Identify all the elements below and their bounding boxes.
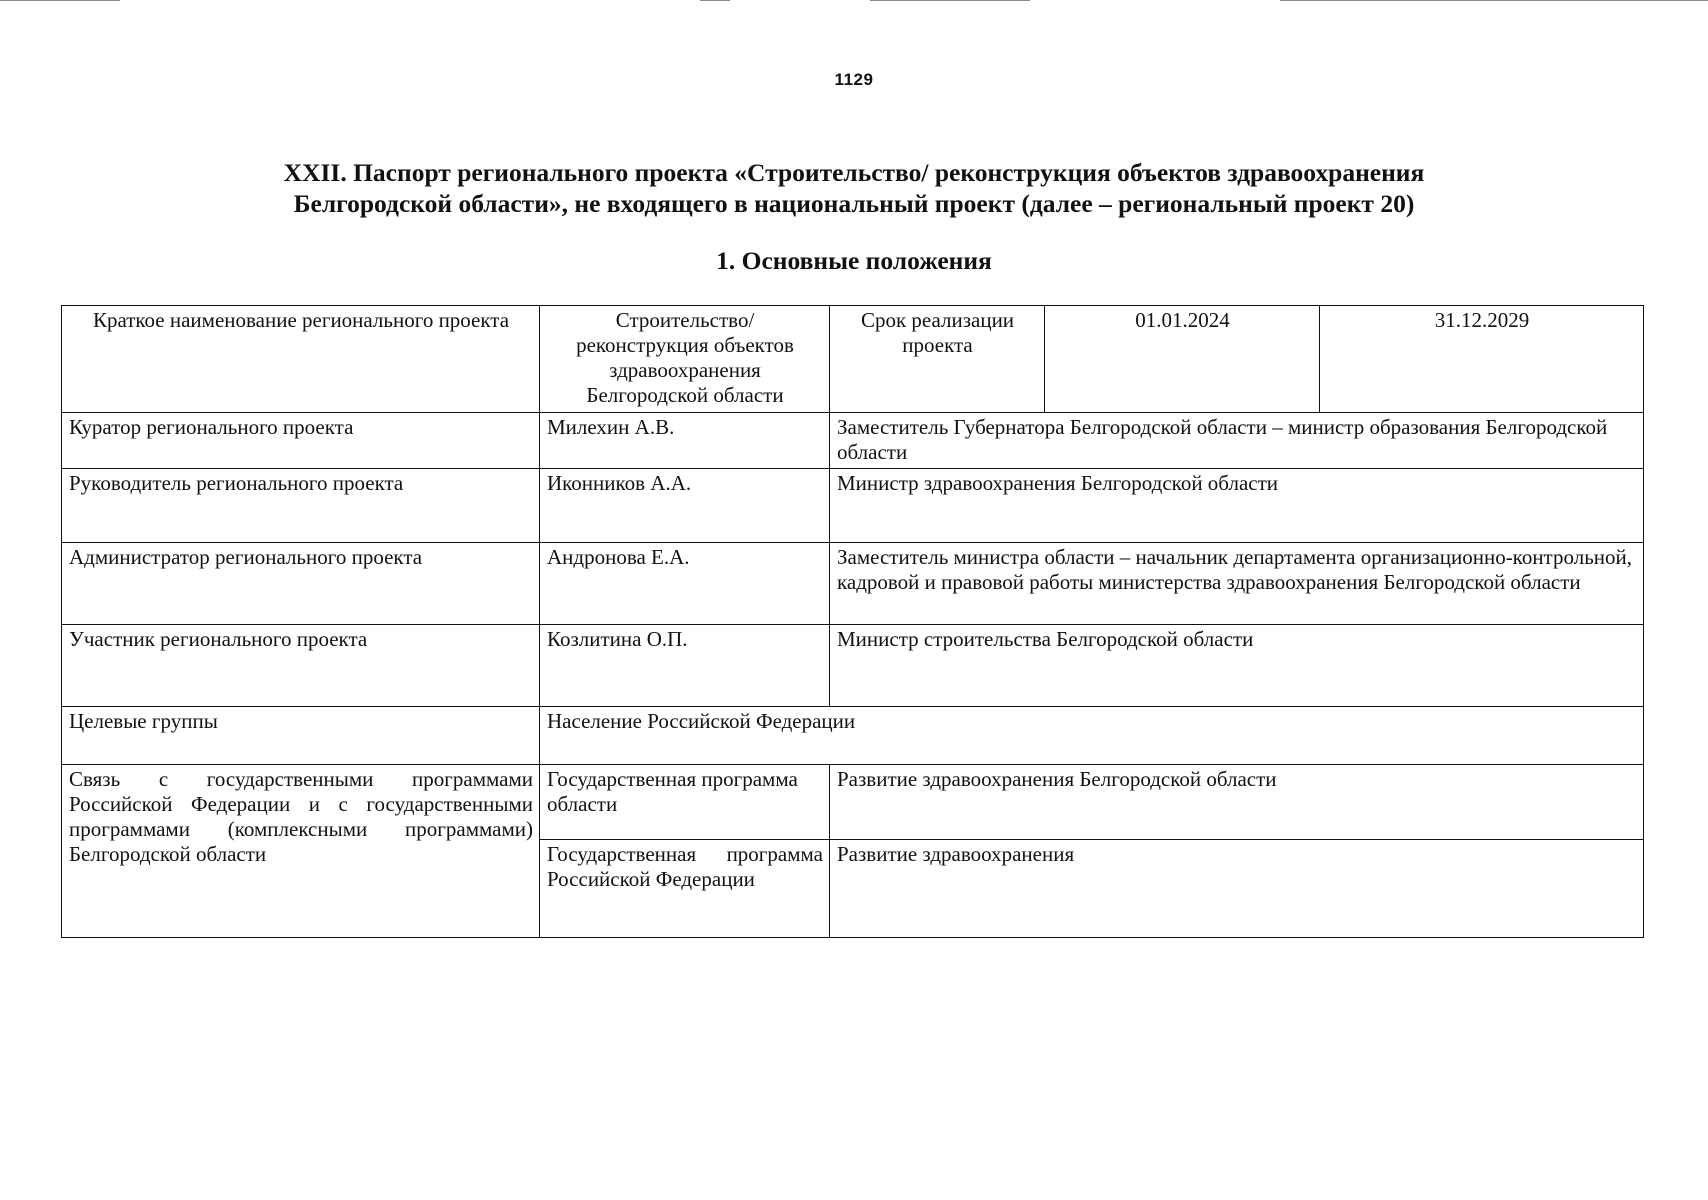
table-row	[62, 543, 1644, 625]
federal-program-label: Государственная программа Российской Федерации	[540, 840, 830, 938]
short-name-label: Краткое наименование регионального проекта	[62, 306, 540, 413]
document-title	[150, 157, 1558, 219]
federal-program-value: Развитие здравоохранения	[830, 840, 1644, 938]
title-line-1: XXII. Паспорт регионального проекта «Строительство/ реконструкция объектов здравоохранения	[283, 158, 1425, 187]
target-groups-value: Население Российской Федерации	[540, 707, 1644, 765]
scan-edge-line	[700, 0, 730, 1]
participant-position: Министр строительства Белгородской области	[830, 625, 1644, 707]
period-start: 01.01.2024	[1045, 306, 1320, 413]
period-end: 31.12.2029	[1320, 306, 1644, 413]
participant-name: Козлитина О.П.	[540, 625, 830, 707]
regional-program-value: Развитие здравоохранения Белгородской области	[830, 765, 1644, 840]
short-name-value: Строительство/ реконструкция объектов здравоохранения Белгородской области	[540, 306, 830, 413]
curator-name: Милехин А.В.	[540, 413, 830, 469]
curator-position: Заместитель Губернатора Белгородской области – министр образования Белгородской области	[830, 413, 1644, 469]
table-row	[62, 306, 1644, 413]
regional-program-label: Государственная программа области	[540, 765, 830, 840]
head-name: Иконников А.А.	[540, 469, 830, 543]
table-row	[62, 413, 1644, 469]
participant-label: Участник регионального проекта	[62, 625, 540, 707]
table-row	[62, 625, 1644, 707]
table-row	[62, 765, 1644, 840]
head-label: Руководитель регионального проекта	[62, 469, 540, 543]
page-number: 1129	[834, 70, 874, 89]
period-label: Срок реализации проекта	[830, 306, 1045, 413]
scan-edge-line	[0, 0, 120, 1]
admin-position: Заместитель министра области – начальник департамента организационно-контрольной, кадровой и правовой работы министерства здравоохранения Белгородской области	[830, 543, 1644, 625]
target-groups-label: Целевые группы	[62, 707, 540, 765]
head-position: Министр здравоохранения Белгородской области	[830, 469, 1644, 543]
admin-name: Андронова Е.А.	[540, 543, 830, 625]
scan-edge-line	[1280, 0, 1708, 1]
table-row	[62, 469, 1644, 543]
scan-edge-line	[870, 0, 1030, 1]
admin-label: Администратор регионального проекта	[62, 543, 540, 625]
program-link-label: Связь с государственными программами Российской Федерации и с государственными программами (комплексными программами) Белгородской области	[62, 765, 540, 938]
table-row	[62, 707, 1644, 765]
section-heading: 1. Основные положения	[716, 246, 992, 275]
curator-label: Куратор регионального проекта	[62, 413, 540, 469]
project-passport-table	[61, 305, 1644, 938]
title-line-2: Белгородской области», не входящего в национальный проект (далее – региональный проект 20)	[293, 189, 1415, 218]
